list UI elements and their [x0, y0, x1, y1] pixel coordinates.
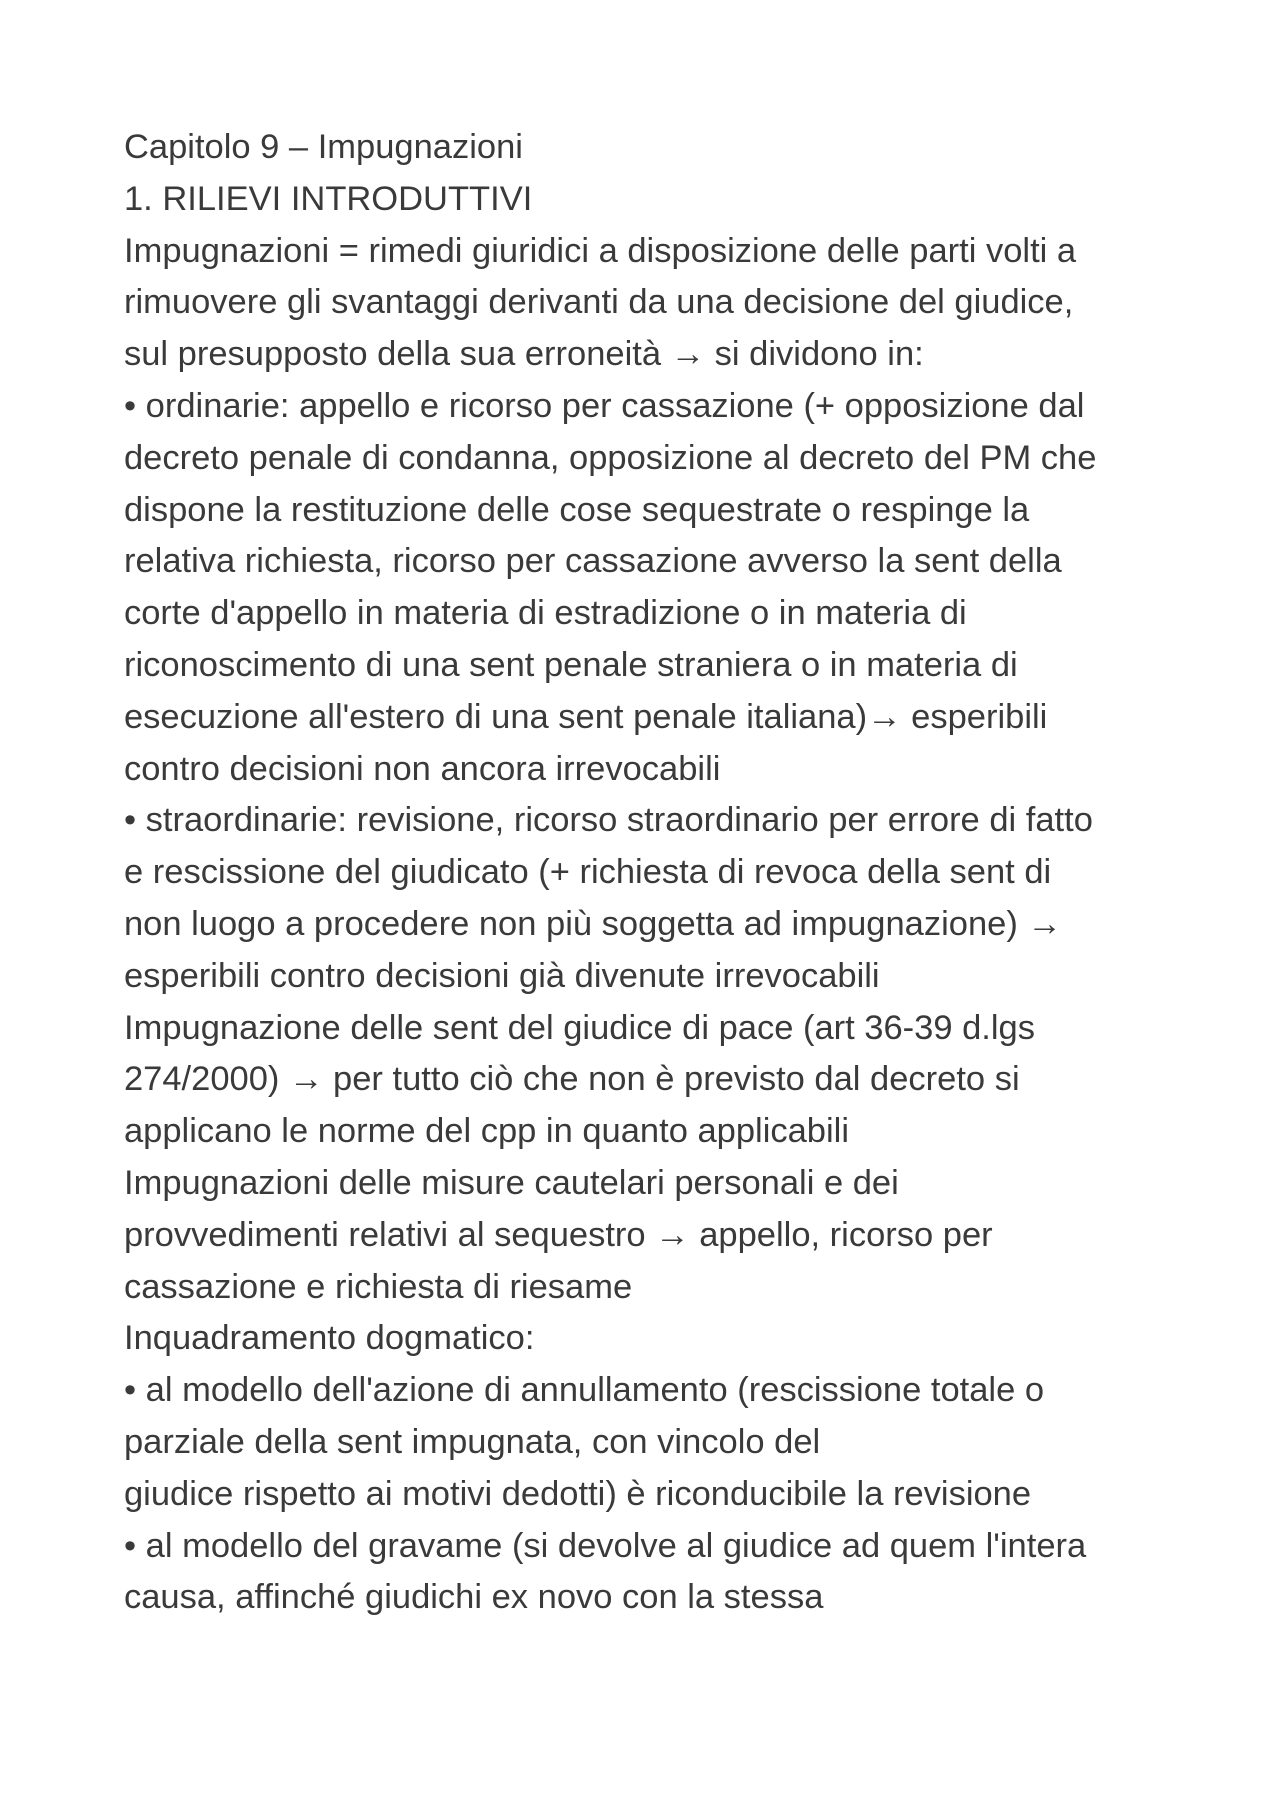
text-line: corte d'appello in materia di estradizione o in materia di	[124, 594, 967, 633]
text-line: giudice rispetto ai motivi dedotti) è riconducibile la revisione	[124, 1474, 1032, 1513]
bullet-line: • ordinarie: appello e ricorso per cassazione (+ opposizione dal	[124, 386, 1085, 425]
text-line: dispone la restituzione delle cose sequestrate o respinge la	[124, 490, 1030, 529]
text-line: sul presupposto della sua erroneità → si dividono in:	[124, 335, 924, 374]
text-line: cassazione e richiesta di riesame	[124, 1267, 633, 1306]
text-line: Impugnazioni delle misure cautelari personali e dei	[124, 1163, 899, 1202]
text-line: non luogo a procedere non più soggetta ad impugnazione) →	[124, 904, 1062, 943]
bullet-line: • al modello del gravame (si devolve al giudice ad quem l'intera	[124, 1526, 1087, 1565]
bullet-line: • al modello dell'azione di annullamento (rescissione totale o	[124, 1371, 1045, 1410]
text-line: Impugnazione delle sent del giudice di pace (art 36-39 d.lgs	[124, 1008, 1035, 1047]
text-line: riconoscimento di una sent penale straniera o in materia di	[124, 645, 1018, 684]
text-line: relativa richiesta, ricorso per cassazione avverso la sent della	[124, 542, 1062, 581]
text-line: esecuzione all'estero di una sent penale italiana)→ esperibili	[124, 697, 1048, 736]
bullet-line: • straordinarie: revisione, ricorso straordinario per errore di fatto	[124, 801, 1093, 840]
text-line: esperibili contro decisioni già divenute irrevocabili	[124, 956, 880, 995]
text-line: decreto penale di condanna, opposizione al decreto del PM che	[124, 438, 1097, 477]
document-text	[124, 122, 1174, 1624]
text-line: Inquadramento dogmatico:	[124, 1319, 535, 1358]
chapter-title: Capitolo 9 – Impugnazioni	[124, 128, 523, 166]
text-line: contro decisioni non ancora irrevocabili	[124, 749, 721, 788]
text-line: 274/2000) → per tutto ciò che non è previsto dal decreto si	[124, 1060, 1020, 1099]
text-line: rimuovere gli svantaggi derivanti da una decisione del giudice,	[124, 283, 1074, 322]
text-line: e rescissione del giudicato (+ richiesta di revoca della sent di	[124, 853, 1052, 892]
section-heading: 1. RILIEVI INTRODUTTIVI	[124, 179, 533, 218]
text-line: Impugnazioni = rimedi giuridici a disposizione delle parti volti a	[124, 231, 1077, 270]
text-line: applicano le norme del cpp in quanto applicabili	[124, 1112, 849, 1151]
text-line: parziale della sent impugnata, con vincolo del	[124, 1422, 821, 1461]
text-line: causa, affinché giudichi ex novo con la stessa	[124, 1578, 824, 1617]
text-line: provvedimenti relativi al sequestro → appello, ricorso per	[124, 1215, 993, 1254]
